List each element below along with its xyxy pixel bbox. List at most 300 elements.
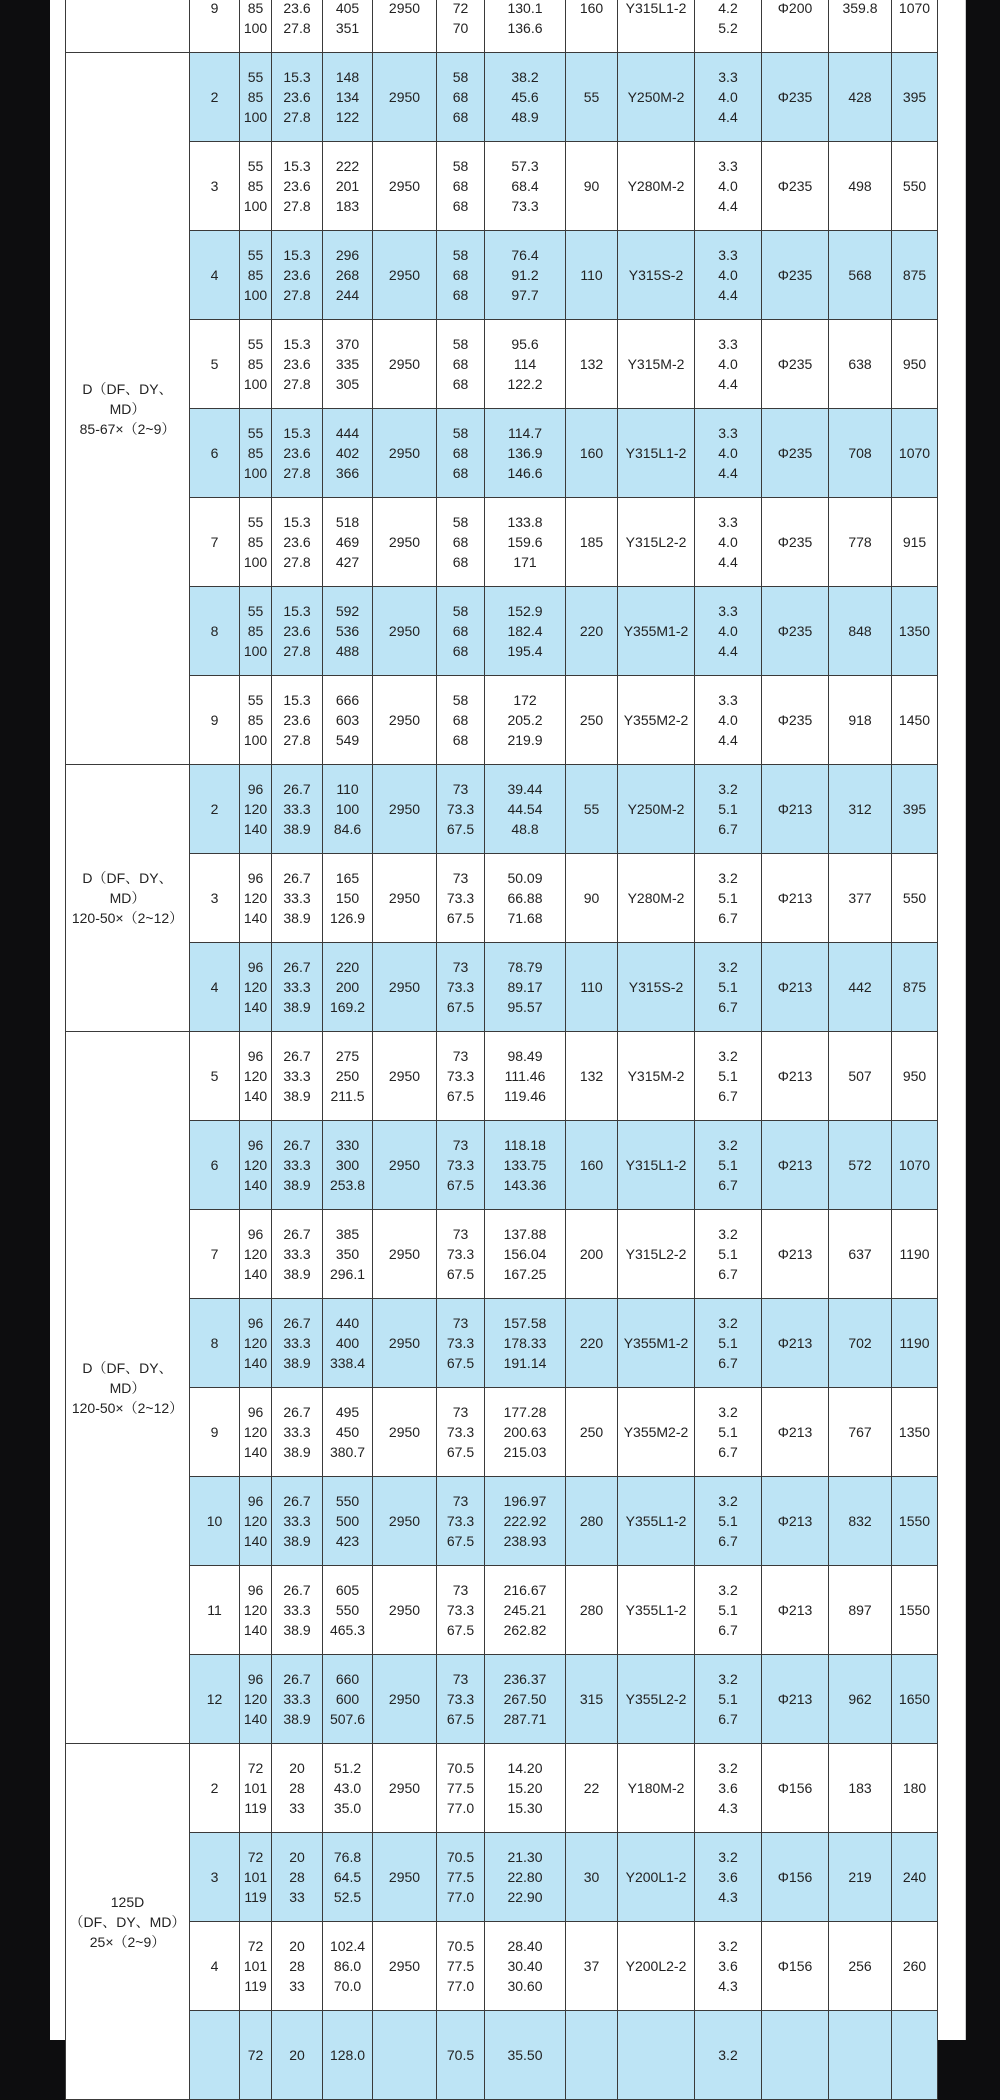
- flow-m3h-cell: 55 85 100: [240, 676, 272, 765]
- impeller-cell: Φ235: [762, 231, 829, 320]
- speed-cell: 2950: [373, 53, 437, 142]
- npsh-cell: 3.2 5.1 6.7: [695, 854, 762, 943]
- flow-ls-cell: 15.3 23.6 27.8: [272, 142, 323, 231]
- npsh-cell: 3.3 4.0 4.4: [695, 320, 762, 409]
- table-row: [66, 765, 938, 854]
- npsh-cell: 3.2 3.6 4.3: [695, 1922, 762, 2011]
- stage-cell: 2: [190, 1744, 240, 1833]
- motor-weight-cell: 1190: [892, 1210, 938, 1299]
- motor-power-cell: 250: [566, 1388, 618, 1477]
- flow-ls-cell: 15.3 23.6 27.8: [272, 409, 323, 498]
- flow-m3h-cell: 96 120 140: [240, 1032, 272, 1121]
- npsh-cell: 3.3 4.0 4.4: [695, 409, 762, 498]
- table-row: [66, 0, 938, 53]
- shaft-power-cell: 196.97 222.92 238.93: [485, 1477, 566, 1566]
- flow-ls-cell: 15.3 23.6 27.8: [272, 676, 323, 765]
- npsh-cell: 3.2 3.6 4.3: [695, 1833, 762, 1922]
- flow-m3h-cell: 72 101 119: [240, 1922, 272, 2011]
- model-cell: D（DF、DY、MD） 120-50×（2~12）: [66, 765, 190, 1032]
- efficiency-cell: 58 68 68: [437, 320, 485, 409]
- head-cell: 440 400 338.4: [323, 1299, 373, 1388]
- motor-power-cell: 220: [566, 1299, 618, 1388]
- impeller-cell: Φ213: [762, 854, 829, 943]
- flow-m3h-cell: 96 120 140: [240, 1477, 272, 1566]
- npsh-cell: 3.3 4.0 4.4: [695, 142, 762, 231]
- motor-power-cell: 132: [566, 1032, 618, 1121]
- head-cell: 444 402 366: [323, 409, 373, 498]
- stage-cell: 9: [190, 1388, 240, 1477]
- efficiency-cell: 58 68 68: [437, 231, 485, 320]
- motor-power-cell: 110: [566, 943, 618, 1032]
- flow-m3h-cell: 55 85 100: [240, 587, 272, 676]
- pump-weight-cell: 498: [829, 142, 892, 231]
- motor-power-cell: 90: [566, 854, 618, 943]
- shaft-power-cell: 157.58 178.33 191.14: [485, 1299, 566, 1388]
- pump-weight-cell: 767: [829, 1388, 892, 1477]
- pump-weight-cell: 312: [829, 765, 892, 854]
- impeller-cell: Φ156: [762, 1833, 829, 1922]
- efficiency-cell: 58 68 68: [437, 587, 485, 676]
- stage-cell: 7: [190, 498, 240, 587]
- stage-cell: 7: [190, 1210, 240, 1299]
- impeller-cell: Φ235: [762, 498, 829, 587]
- flow-m3h-cell: 72 101 119: [240, 1833, 272, 1922]
- shaft-power-cell: 137.88 156.04 167.25: [485, 1210, 566, 1299]
- shaft-power-cell: 21.30 22.80 22.90: [485, 1833, 566, 1922]
- motor-model-cell: Y355L2-2: [618, 1655, 695, 1744]
- motor-weight-cell: 395: [892, 53, 938, 142]
- stage-cell: 4: [190, 231, 240, 320]
- speed-cell: 2950: [373, 943, 437, 1032]
- head-cell: 666 603 549: [323, 676, 373, 765]
- head-cell: 405 351: [323, 0, 373, 53]
- pump-weight-cell: [829, 2011, 892, 2100]
- speed-cell: 2950: [373, 1744, 437, 1833]
- flow-ls-cell: 26.7 33.3 38.9: [272, 1299, 323, 1388]
- head-cell: 51.2 43.0 35.0: [323, 1744, 373, 1833]
- table-wrapper: [65, 0, 938, 2100]
- speed-cell: [373, 2011, 437, 2100]
- head-cell: 165 150 126.9: [323, 854, 373, 943]
- motor-power-cell: 160: [566, 0, 618, 53]
- stage-cell: 10: [190, 1477, 240, 1566]
- pump-weight-cell: 359.8: [829, 0, 892, 53]
- table-row: [66, 498, 938, 587]
- table-row: [66, 587, 938, 676]
- pump-weight-cell: 572: [829, 1121, 892, 1210]
- efficiency-cell: 73 73.3 67.5: [437, 1655, 485, 1744]
- flow-m3h-cell: 96 120 140: [240, 943, 272, 1032]
- stage-cell: 3: [190, 854, 240, 943]
- motor-power-cell: 280: [566, 1566, 618, 1655]
- impeller-cell: Φ213: [762, 1032, 829, 1121]
- motor-weight-cell: 875: [892, 943, 938, 1032]
- efficiency-cell: 58 68 68: [437, 53, 485, 142]
- motor-model-cell: Y355M1-2: [618, 587, 695, 676]
- stage-cell: 8: [190, 1299, 240, 1388]
- stage-cell: [190, 2011, 240, 2100]
- flow-m3h-cell: 96 120 140: [240, 765, 272, 854]
- shaft-power-cell: 35.50: [485, 2011, 566, 2100]
- impeller-cell: Φ235: [762, 409, 829, 498]
- flow-ls-cell: 26.7 33.3 38.9: [272, 1388, 323, 1477]
- stage-cell: 9: [190, 676, 240, 765]
- motor-weight-cell: 550: [892, 854, 938, 943]
- flow-m3h-cell: 55 85 100: [240, 409, 272, 498]
- flow-m3h-cell: 55 85 100: [240, 142, 272, 231]
- flow-ls-cell: 20 28 33: [272, 1922, 323, 2011]
- impeller-cell: Φ235: [762, 587, 829, 676]
- impeller-cell: Φ235: [762, 53, 829, 142]
- pump-weight-cell: 638: [829, 320, 892, 409]
- head-cell: 550 500 423: [323, 1477, 373, 1566]
- table-row: [66, 1477, 938, 1566]
- table-row: [66, 2011, 938, 2100]
- efficiency-cell: 73 73.3 67.5: [437, 1121, 485, 1210]
- pump-weight-cell: 708: [829, 409, 892, 498]
- motor-weight-cell: 550: [892, 142, 938, 231]
- flow-m3h-cell: 96 120 140: [240, 1566, 272, 1655]
- pump-weight-cell: 377: [829, 854, 892, 943]
- motor-power-cell: 220: [566, 587, 618, 676]
- pump-weight-cell: 256: [829, 1922, 892, 2011]
- motor-power-cell: 280: [566, 1477, 618, 1566]
- table-row: [66, 1922, 938, 2011]
- npsh-cell: 3.2 5.1 6.7: [695, 1032, 762, 1121]
- flow-ls-cell: 26.7 33.3 38.9: [272, 1477, 323, 1566]
- table-row: [66, 1210, 938, 1299]
- efficiency-cell: 58 68 68: [437, 676, 485, 765]
- shaft-power-cell: 39.44 44.54 48.8: [485, 765, 566, 854]
- shaft-power-cell: 28.40 30.40 30.60: [485, 1922, 566, 2011]
- impeller-cell: Φ213: [762, 1388, 829, 1477]
- pump-weight-cell: 832: [829, 1477, 892, 1566]
- pump-weight-cell: 219: [829, 1833, 892, 1922]
- stage-cell: 4: [190, 1922, 240, 2011]
- motor-power-cell: 160: [566, 409, 618, 498]
- efficiency-cell: 70.5: [437, 2011, 485, 2100]
- head-cell: 222 201 183: [323, 142, 373, 231]
- npsh-cell: 3.2 5.1 6.7: [695, 1477, 762, 1566]
- stage-cell: 2: [190, 53, 240, 142]
- table-row: [66, 409, 938, 498]
- flow-m3h-cell: 96 120 140: [240, 1121, 272, 1210]
- efficiency-cell: 58 68 68: [437, 142, 485, 231]
- page-edge: [965, 0, 966, 2040]
- head-cell: 495 450 380.7: [323, 1388, 373, 1477]
- model-cell: D（DF、DY、MD） 85-67×（2~9）: [66, 53, 190, 765]
- shaft-power-cell: 172 205.2 219.9: [485, 676, 566, 765]
- speed-cell: 2950: [373, 587, 437, 676]
- motor-model-cell: Y355L1-2: [618, 1566, 695, 1655]
- speed-cell: 2950: [373, 142, 437, 231]
- motor-weight-cell: 1650: [892, 1655, 938, 1744]
- stage-cell: 3: [190, 142, 240, 231]
- efficiency-cell: 70.5 77.5 77.0: [437, 1744, 485, 1833]
- head-cell: 605 550 465.3: [323, 1566, 373, 1655]
- head-cell: 220 200 169.2: [323, 943, 373, 1032]
- impeller-cell: Φ213: [762, 1121, 829, 1210]
- pump-weight-cell: 778: [829, 498, 892, 587]
- impeller-cell: Φ156: [762, 1922, 829, 2011]
- motor-weight-cell: 950: [892, 320, 938, 409]
- motor-power-cell: 315: [566, 1655, 618, 1744]
- head-cell: 110 100 84.6: [323, 765, 373, 854]
- motor-model-cell: Y200L2-2: [618, 1922, 695, 2011]
- motor-model-cell: Y315S-2: [618, 943, 695, 1032]
- head-cell: 518 469 427: [323, 498, 373, 587]
- stage-cell: 11: [190, 1566, 240, 1655]
- spec-sheet: [50, 0, 966, 2063]
- table-row: [66, 1566, 938, 1655]
- head-cell: 370 335 305: [323, 320, 373, 409]
- motor-weight-cell: 395: [892, 765, 938, 854]
- motor-power-cell: 30: [566, 1833, 618, 1922]
- motor-model-cell: Y355M1-2: [618, 1299, 695, 1388]
- flow-ls-cell: 26.7 33.3 38.9: [272, 943, 323, 1032]
- shaft-power-cell: 133.8 159.6 171: [485, 498, 566, 587]
- impeller-cell: Φ235: [762, 142, 829, 231]
- pump-weight-cell: 702: [829, 1299, 892, 1388]
- table-row: [66, 1032, 938, 1121]
- head-cell: 592 536 488: [323, 587, 373, 676]
- table-row: [66, 142, 938, 231]
- head-cell: 148 134 122: [323, 53, 373, 142]
- table-row: [66, 53, 938, 142]
- npsh-cell: 3.2 5.1 6.7: [695, 1655, 762, 1744]
- table-row: [66, 1833, 938, 1922]
- speed-cell: 2950: [373, 1388, 437, 1477]
- model-cell: D（DF、DY、MD） 120-50×（2~12）: [66, 1032, 190, 1744]
- flow-ls-cell: 26.7 33.3 38.9: [272, 854, 323, 943]
- flow-ls-cell: 26.7 33.3 38.9: [272, 1566, 323, 1655]
- flow-m3h-cell: 55 85 100: [240, 320, 272, 409]
- efficiency-cell: 73 73.3 67.5: [437, 1477, 485, 1566]
- flow-ls-cell: 20 28 33: [272, 1744, 323, 1833]
- speed-cell: 2950: [373, 1566, 437, 1655]
- npsh-cell: 3.2 3.6 4.3: [695, 1744, 762, 1833]
- flow-m3h-cell: 55 85 100: [240, 498, 272, 587]
- shaft-power-cell: 76.4 91.2 97.7: [485, 231, 566, 320]
- motor-model-cell: Y315L2-2: [618, 1210, 695, 1299]
- speed-cell: 2950: [373, 231, 437, 320]
- motor-weight-cell: 1350: [892, 587, 938, 676]
- head-cell: 102.4 86.0 70.0: [323, 1922, 373, 2011]
- motor-model-cell: Y315L1-2: [618, 0, 695, 53]
- shaft-power-cell: 236.37 267.50 287.71: [485, 1655, 566, 1744]
- motor-model-cell: Y315S-2: [618, 231, 695, 320]
- stage-cell: 6: [190, 1121, 240, 1210]
- motor-model-cell: Y355M2-2: [618, 1388, 695, 1477]
- npsh-cell: 3.3 4.0 4.4: [695, 231, 762, 320]
- efficiency-cell: 73 73.3 67.5: [437, 1210, 485, 1299]
- efficiency-cell: 58 68 68: [437, 409, 485, 498]
- motor-model-cell: Y280M-2: [618, 142, 695, 231]
- npsh-cell: 3.2 5.1 6.7: [695, 943, 762, 1032]
- pump-weight-cell: 918: [829, 676, 892, 765]
- table-row: [66, 854, 938, 943]
- motor-power-cell: 160: [566, 1121, 618, 1210]
- impeller-cell: Φ213: [762, 1477, 829, 1566]
- efficiency-cell: 73 73.3 67.5: [437, 765, 485, 854]
- stage-cell: 3: [190, 1833, 240, 1922]
- motor-weight-cell: 1350: [892, 1388, 938, 1477]
- pump-weight-cell: 568: [829, 231, 892, 320]
- npsh-cell: 3.3 4.0 4.4: [695, 498, 762, 587]
- shaft-power-cell: 98.49 111.46 119.46: [485, 1032, 566, 1121]
- motor-weight-cell: 950: [892, 1032, 938, 1121]
- efficiency-cell: 72 70: [437, 0, 485, 53]
- motor-power-cell: 110: [566, 231, 618, 320]
- speed-cell: 2950: [373, 1032, 437, 1121]
- flow-ls-cell: 23.6 27.8: [272, 0, 323, 53]
- efficiency-cell: 73 73.3 67.5: [437, 943, 485, 1032]
- shaft-power-cell: 114.7 136.9 146.6: [485, 409, 566, 498]
- flow-m3h-cell: 96 120 140: [240, 1388, 272, 1477]
- impeller-cell: Φ200: [762, 0, 829, 53]
- shaft-power-cell: 57.3 68.4 73.3: [485, 142, 566, 231]
- npsh-cell: 3.2 5.1 6.7: [695, 765, 762, 854]
- head-cell: 128.0: [323, 2011, 373, 2100]
- stage-cell: 4: [190, 943, 240, 1032]
- motor-model-cell: Y315L1-2: [618, 1121, 695, 1210]
- table-row: [66, 1744, 938, 1833]
- table-row: [66, 320, 938, 409]
- motor-model-cell: Y315L1-2: [618, 409, 695, 498]
- efficiency-cell: 70.5 77.5 77.0: [437, 1833, 485, 1922]
- impeller-cell: Φ213: [762, 943, 829, 1032]
- efficiency-cell: 73 73.3 67.5: [437, 1388, 485, 1477]
- stage-cell: 6: [190, 409, 240, 498]
- pump-weight-cell: 897: [829, 1566, 892, 1655]
- npsh-cell: 4.2 5.2: [695, 0, 762, 53]
- flow-ls-cell: 26.7 33.3 38.9: [272, 765, 323, 854]
- flow-ls-cell: 15.3 23.6 27.8: [272, 320, 323, 409]
- motor-power-cell: 55: [566, 53, 618, 142]
- shaft-power-cell: 130.1 136.6: [485, 0, 566, 53]
- flow-ls-cell: 15.3 23.6 27.8: [272, 231, 323, 320]
- shaft-power-cell: 95.6 114 122.2: [485, 320, 566, 409]
- motor-weight-cell: 915: [892, 498, 938, 587]
- motor-model-cell: [618, 2011, 695, 2100]
- flow-ls-cell: 20: [272, 2011, 323, 2100]
- motor-weight-cell: 240: [892, 1833, 938, 1922]
- speed-cell: 2950: [373, 1477, 437, 1566]
- flow-ls-cell: 15.3 23.6 27.8: [272, 498, 323, 587]
- stage-cell: 5: [190, 1032, 240, 1121]
- motor-power-cell: [566, 2011, 618, 2100]
- shaft-power-cell: 38.2 45.6 48.9: [485, 53, 566, 142]
- motor-weight-cell: 180: [892, 1744, 938, 1833]
- motor-weight-cell: 1550: [892, 1566, 938, 1655]
- flow-m3h-cell: 55 85 100: [240, 231, 272, 320]
- stage-cell: 2: [190, 765, 240, 854]
- shaft-power-cell: 152.9 182.4 195.4: [485, 587, 566, 676]
- motor-power-cell: 250: [566, 676, 618, 765]
- flow-ls-cell: 20 28 33: [272, 1833, 323, 1922]
- head-cell: 296 268 244: [323, 231, 373, 320]
- flow-m3h-cell: 96 120 140: [240, 854, 272, 943]
- motor-model-cell: Y315M-2: [618, 1032, 695, 1121]
- efficiency-cell: 58 68 68: [437, 498, 485, 587]
- speed-cell: 2950: [373, 1121, 437, 1210]
- pump-weight-cell: 442: [829, 943, 892, 1032]
- motor-power-cell: 185: [566, 498, 618, 587]
- stage-cell: 12: [190, 1655, 240, 1744]
- efficiency-cell: 73 73.3 67.5: [437, 1566, 485, 1655]
- efficiency-cell: 73 73.3 67.5: [437, 1032, 485, 1121]
- table-row: [66, 676, 938, 765]
- motor-weight-cell: 1190: [892, 1299, 938, 1388]
- head-cell: 275 250 211.5: [323, 1032, 373, 1121]
- motor-model-cell: Y280M-2: [618, 854, 695, 943]
- motor-model-cell: Y355M2-2: [618, 676, 695, 765]
- flow-ls-cell: 26.7 33.3 38.9: [272, 1121, 323, 1210]
- speed-cell: 2950: [373, 1299, 437, 1388]
- npsh-cell: 3.2 5.1 6.7: [695, 1121, 762, 1210]
- efficiency-cell: 73 73.3 67.5: [437, 854, 485, 943]
- npsh-cell: 3.2: [695, 2011, 762, 2100]
- motor-power-cell: 37: [566, 1922, 618, 2011]
- motor-model-cell: Y355L1-2: [618, 1477, 695, 1566]
- table-body: [66, 0, 938, 2100]
- speed-cell: 2950: [373, 320, 437, 409]
- npsh-cell: 3.2 5.1 6.7: [695, 1388, 762, 1477]
- motor-model-cell: Y250M-2: [618, 53, 695, 142]
- motor-weight-cell: 1070: [892, 1121, 938, 1210]
- speed-cell: 2950: [373, 1655, 437, 1744]
- head-cell: 76.8 64.5 52.5: [323, 1833, 373, 1922]
- flow-m3h-cell: 96 120 140: [240, 1210, 272, 1299]
- shaft-power-cell: 118.18 133.75 143.36: [485, 1121, 566, 1210]
- flow-m3h-cell: 55 85 100: [240, 53, 272, 142]
- impeller-cell: Φ213: [762, 1299, 829, 1388]
- impeller-cell: Φ235: [762, 676, 829, 765]
- shaft-power-cell: 216.67 245.21 262.82: [485, 1566, 566, 1655]
- motor-weight-cell: [892, 2011, 938, 2100]
- flow-ls-cell: 26.7 33.3 38.9: [272, 1032, 323, 1121]
- shaft-power-cell: 177.28 200.63 215.03: [485, 1388, 566, 1477]
- motor-model-cell: Y200L1-2: [618, 1833, 695, 1922]
- motor-model-cell: Y315L2-2: [618, 498, 695, 587]
- motor-model-cell: Y315M-2: [618, 320, 695, 409]
- motor-model-cell: Y250M-2: [618, 765, 695, 854]
- motor-weight-cell: 1550: [892, 1477, 938, 1566]
- motor-weight-cell: 1450: [892, 676, 938, 765]
- motor-model-cell: Y180M-2: [618, 1744, 695, 1833]
- head-cell: 660 600 507.6: [323, 1655, 373, 1744]
- speed-cell: 2950: [373, 1922, 437, 2011]
- stage-cell: 5: [190, 320, 240, 409]
- motor-weight-cell: 260: [892, 1922, 938, 2011]
- flow-m3h-cell: 72 101 119: [240, 1744, 272, 1833]
- flow-ls-cell: 26.7 33.3 38.9: [272, 1655, 323, 1744]
- speed-cell: 2950: [373, 765, 437, 854]
- motor-power-cell: 132: [566, 320, 618, 409]
- flow-m3h-cell: 85 100: [240, 0, 272, 53]
- motor-weight-cell: 1070: [892, 409, 938, 498]
- speed-cell: 2950: [373, 498, 437, 587]
- speed-cell: 2950: [373, 409, 437, 498]
- impeller-cell: Φ156: [762, 1744, 829, 1833]
- shaft-power-cell: 50.09 66.88 71.68: [485, 854, 566, 943]
- npsh-cell: 3.2 5.1 6.7: [695, 1566, 762, 1655]
- impeller-cell: Φ213: [762, 1210, 829, 1299]
- motor-power-cell: 200: [566, 1210, 618, 1299]
- speed-cell: 2950: [373, 676, 437, 765]
- table-row: [66, 1655, 938, 1744]
- impeller-cell: Φ235: [762, 320, 829, 409]
